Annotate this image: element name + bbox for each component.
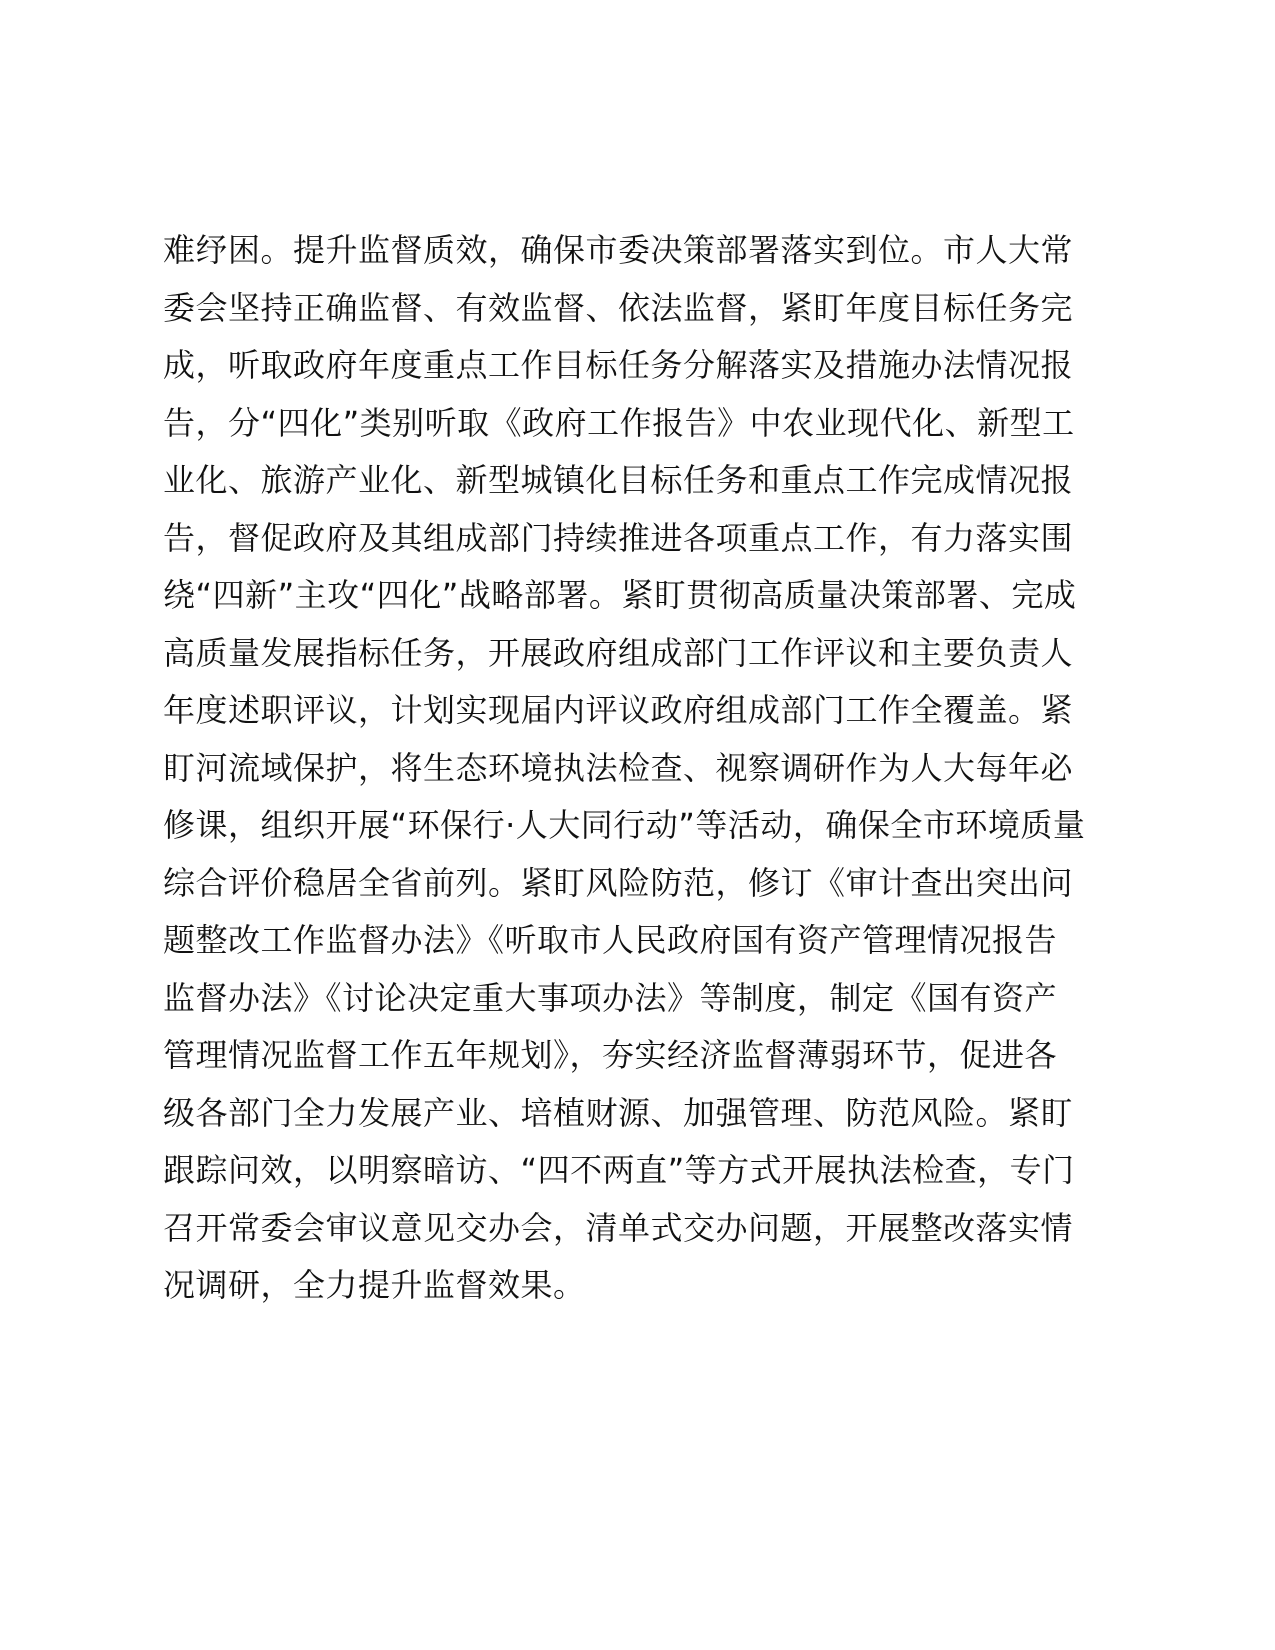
text-line-15: 管理情况监督工作五年规划》，夯实经济监督薄弱环节，促进各: [163, 1036, 1058, 1074]
body-paragraph: [163, 222, 1123, 1315]
text-line-6: 告，督促政府及其组成部门持续推进各项重点工作，有力落实围: [163, 518, 1074, 557]
text-line-2: 委会坚持正确监督、有效监督、依法监督，紧盯年度目标任务完: [163, 288, 1074, 327]
text-line-5: 业化、旅游产业化、新型城镇化目标任务和重点工作完成情况报: [163, 461, 1074, 499]
text-line-19: 况调研，全力提升监督效果。: [163, 1266, 586, 1304]
text-line-4: 告，分“四化”类别听取《政府工作报告》中农业现代化、新型工: [163, 403, 1075, 442]
text-line-18: 召开常委会审议意见交办会，清单式交办问题，开展整改落实情: [163, 1208, 1074, 1247]
text-line-16: 级各部门全力发展产业、培植财源、加强管理、防范风险。紧盯: [163, 1093, 1074, 1132]
text-line-3: 成，听取政府年度重点工作目标任务分解落实及措施办法情况报: [163, 346, 1074, 384]
text-line-8: 高质量发展指标任务，开展政府组成部门工作评议和主要负责人: [163, 633, 1074, 672]
text-line-13: 题整改工作监督办法》《听取市人民政府国有资产管理情况报告: [163, 921, 1058, 959]
text-line-12: 综合评价稳居全省前列。紧盯风险防范，修订《审计查出突出问: [163, 863, 1074, 902]
text-line-1: 难纾困。提升监督质效，确保市委决策部署落实到位。市人大常: [163, 231, 1074, 269]
text-line-17: 跟踪问效，以明察暗访、“四不两直”等方式开展执法检查，专门: [163, 1151, 1075, 1189]
text-line-14: 监督办法》《讨论决定重大事项办法》等制度，制定《国有资产: [163, 978, 1058, 1017]
text-line-7: 绕“四新”主攻“四化”战略部署。紧盯贯彻高质量决策部署、完成: [163, 576, 1077, 614]
text-line-11: 修课，组织开展“环保行·人大同行动”等活动，确保全市环境质量: [163, 806, 1086, 844]
text-line-10: 盯河流域保护，将生态环境执法检查、视察调研作为人大每年必: [163, 748, 1074, 787]
text-line-9: 年度述职评议，计划实现届内评议政府组成部门工作全覆盖。紧: [163, 691, 1074, 729]
